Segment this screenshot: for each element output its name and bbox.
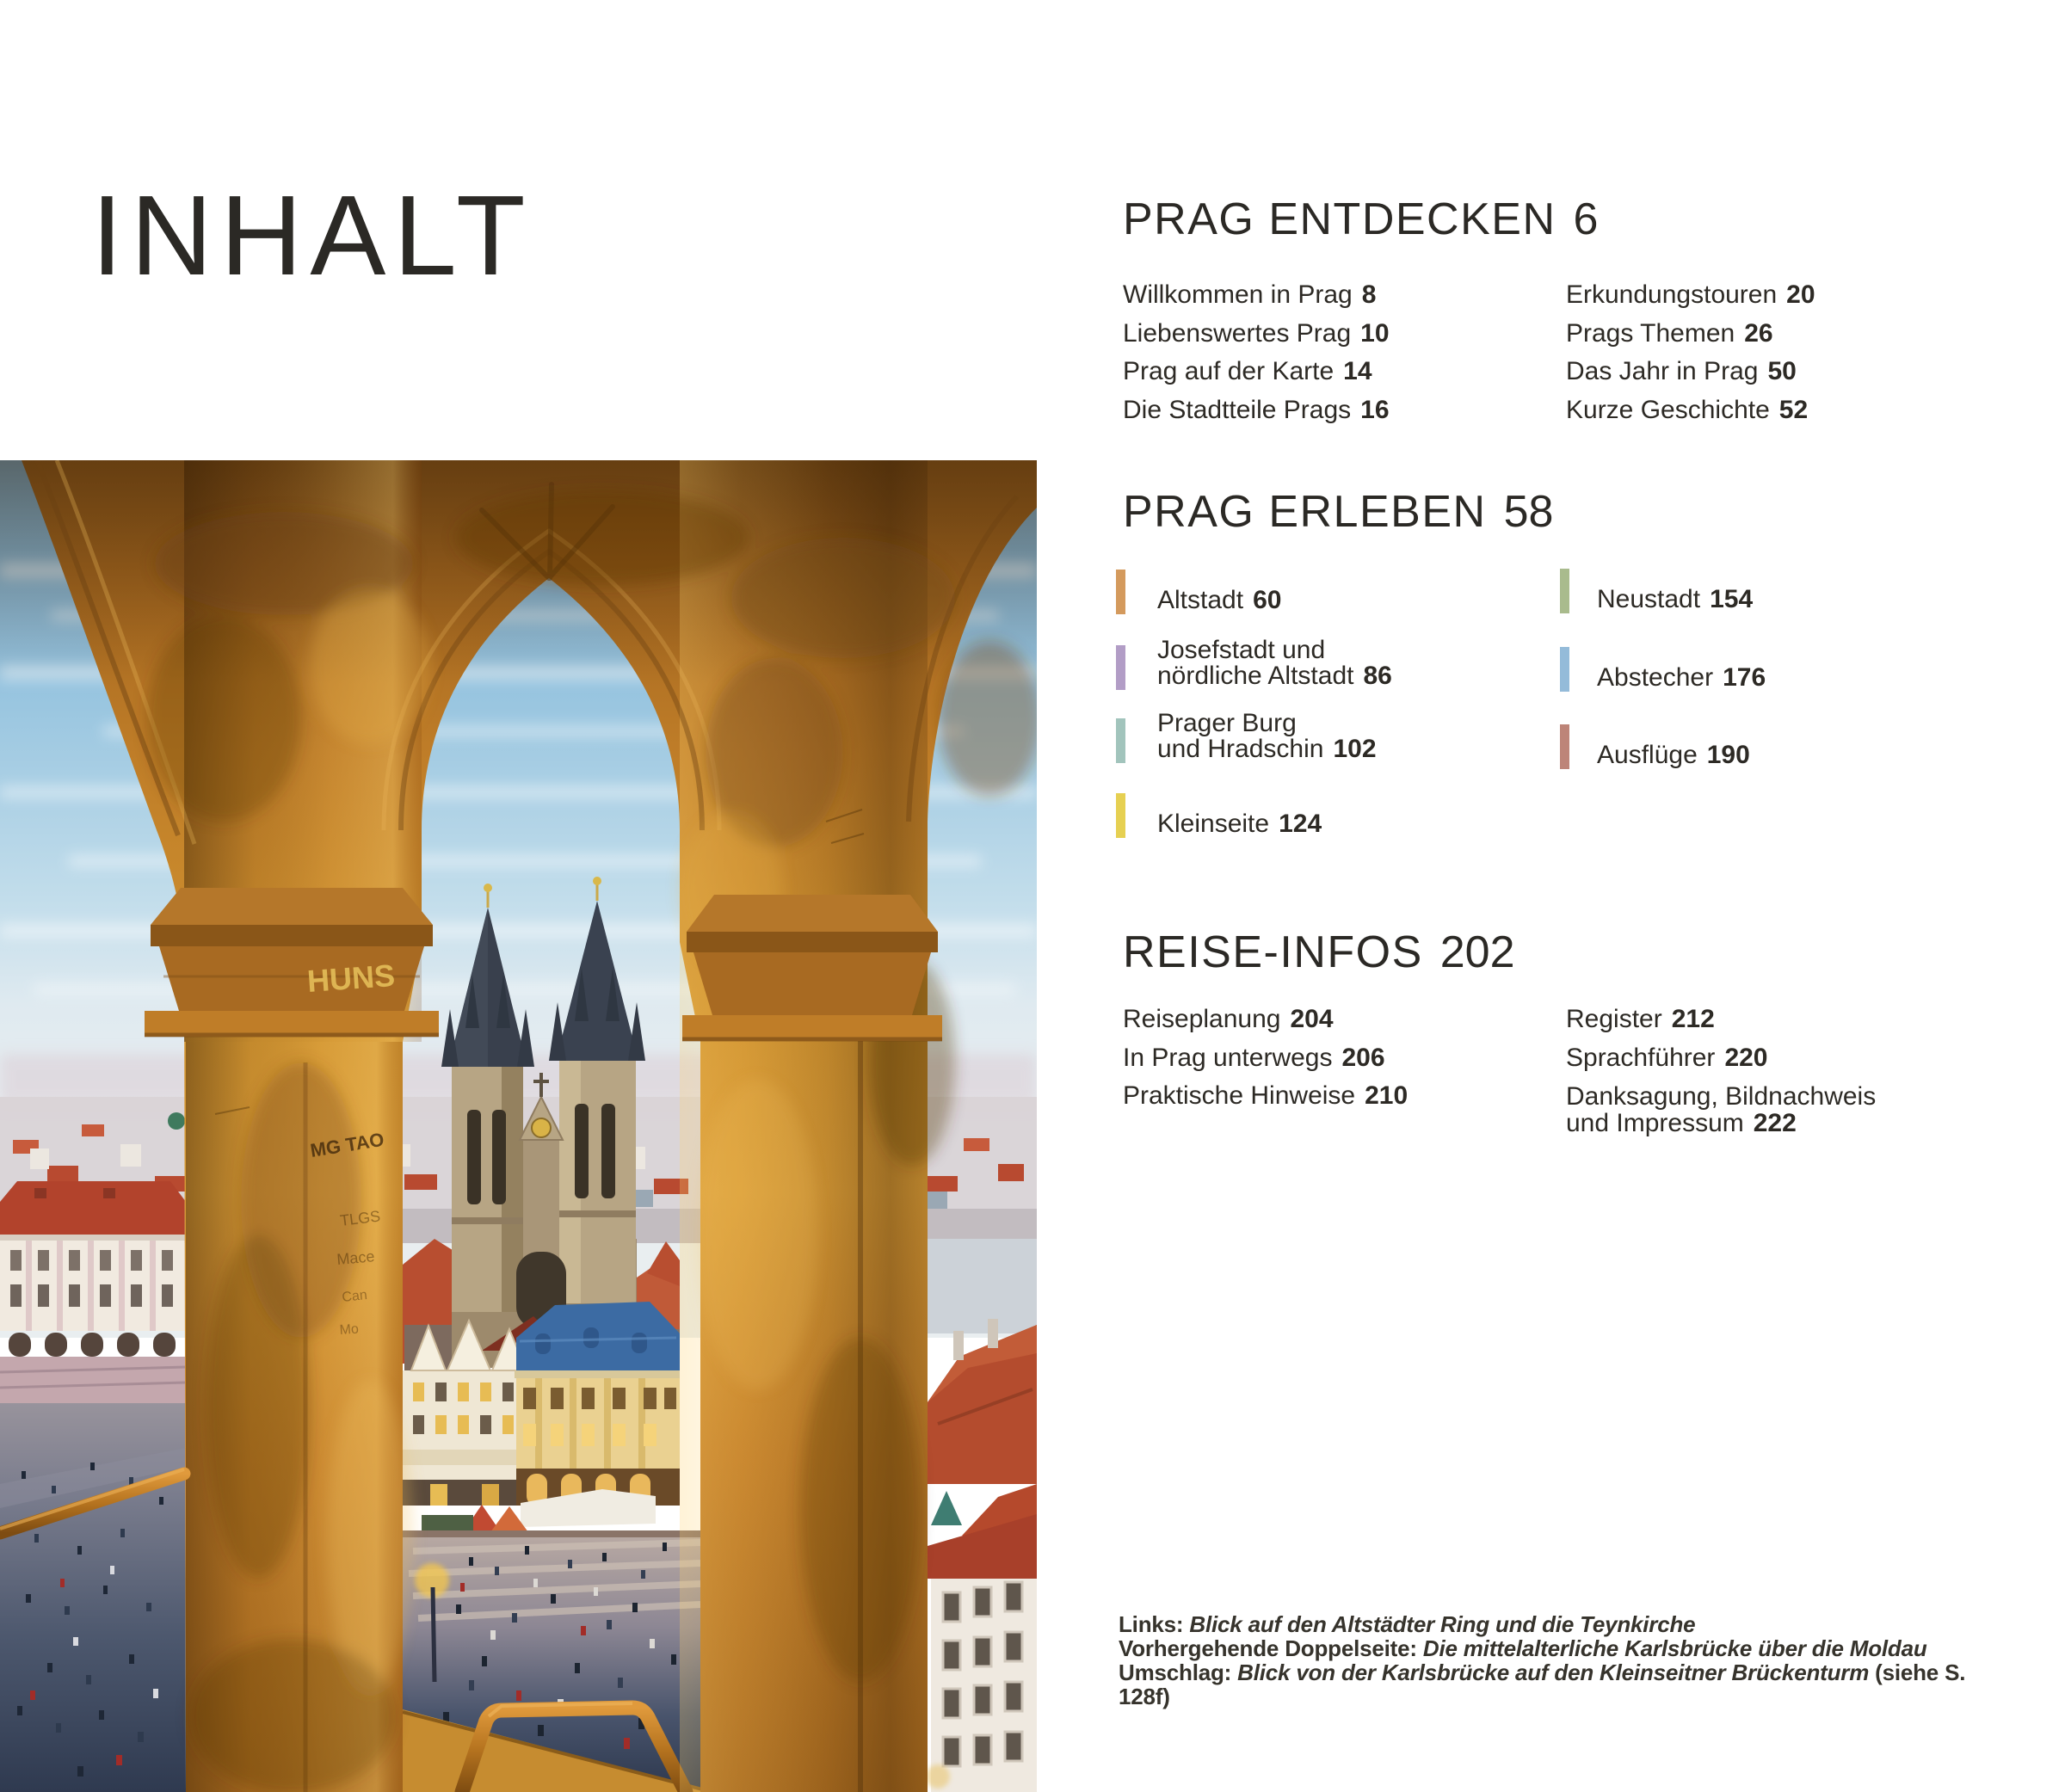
toc-item-label: Altstadt bbox=[1157, 586, 1244, 614]
toc-item bbox=[1123, 1077, 1553, 1116]
toc-item-label: Abstecher bbox=[1597, 663, 1714, 692]
right-pillar-capital bbox=[682, 895, 942, 1041]
color-bar-ausfluege bbox=[1560, 724, 1569, 769]
toc-item-page: 52 bbox=[1778, 395, 1809, 424]
toc-item-page: 14 bbox=[1343, 357, 1372, 386]
toc-item-page: 212 bbox=[1671, 1005, 1715, 1034]
caption-label: Vorhergehende Doppelseite: bbox=[1119, 1635, 1417, 1661]
toc-item bbox=[1123, 1001, 1553, 1039]
toc-item-label: Prags Themen bbox=[1566, 318, 1735, 348]
section-page-number: 6 bbox=[1573, 194, 1599, 244]
photo-credits bbox=[1119, 1612, 2022, 1709]
entdecken-column-2 bbox=[1566, 276, 1996, 429]
caption-label: Umschlag: bbox=[1119, 1660, 1232, 1685]
toc-item bbox=[1566, 391, 1996, 430]
toc-item-label: Kurze Geschichte bbox=[1566, 395, 1770, 424]
toc-item bbox=[1566, 1077, 1996, 1136]
old-town-square-left bbox=[0, 1357, 186, 1792]
toc-item-page: 8 bbox=[1361, 280, 1377, 310]
reise-infos-column-1 bbox=[1123, 1001, 1553, 1116]
caption-line bbox=[1119, 1660, 2022, 1709]
entdecken-column-1 bbox=[1123, 276, 1553, 429]
caption-title: Blick auf den Altstädter Ring und die Teynkirche bbox=[1189, 1611, 1696, 1637]
toc-item-label: Danksagung, Bildnachweis bbox=[1566, 1082, 1877, 1111]
reise-infos-column-2 bbox=[1566, 1001, 1996, 1136]
section-title-prag-erleben bbox=[1123, 487, 1554, 537]
toc-item-page: 204 bbox=[1290, 1005, 1334, 1034]
toc-item-page: 124 bbox=[1279, 810, 1322, 838]
graffiti-scratch: TLGS bbox=[339, 1207, 382, 1229]
caption-suffix: (siehe S. 128f) bbox=[1119, 1660, 1966, 1709]
toc-item-page: 20 bbox=[1786, 280, 1815, 310]
toc-item bbox=[1566, 315, 1996, 354]
toc-item-page: 190 bbox=[1706, 741, 1750, 769]
color-bar-altstadt bbox=[1116, 570, 1125, 614]
kinsky-palace bbox=[0, 1181, 186, 1357]
caption-title: Die mittelalterliche Karlsbrücke über die Moldau bbox=[1422, 1635, 1927, 1661]
toc-item-label: und Hradschin bbox=[1157, 735, 1324, 763]
toc-item bbox=[1566, 1039, 1996, 1078]
toc-item-label: Liebenswertes Prag bbox=[1123, 318, 1352, 348]
section-title-text: PRAG ENTDECKEN bbox=[1123, 194, 1556, 244]
toc-item-page: 60 bbox=[1253, 586, 1282, 614]
toc-item-label: Prag auf der Karte bbox=[1123, 357, 1335, 386]
section-title-reise-infos bbox=[1123, 927, 1515, 977]
toc-item-label: Erkundungstouren bbox=[1566, 280, 1778, 310]
color-bar-josefstadt bbox=[1116, 645, 1125, 690]
toc-item-page: 102 bbox=[1333, 735, 1377, 763]
toc-item bbox=[1123, 276, 1553, 315]
color-bar-neustadt bbox=[1560, 569, 1569, 613]
left-pillar-capital bbox=[145, 888, 439, 1037]
toc-item bbox=[1123, 353, 1553, 391]
toc-item bbox=[1123, 315, 1553, 354]
toc-item-ausfluege bbox=[1560, 724, 1750, 769]
white-house-right bbox=[926, 1514, 1037, 1792]
toc-item-label: Das Jahr in Prag bbox=[1566, 357, 1759, 386]
toc-item bbox=[1566, 276, 1996, 315]
toc-item bbox=[1123, 1039, 1553, 1078]
prague-arch-photo bbox=[0, 460, 1037, 1792]
caption-line bbox=[1119, 1612, 2022, 1636]
toc-item-page: 86 bbox=[1363, 662, 1392, 690]
toc-item-prager-burg bbox=[1116, 709, 1377, 763]
toc-item-page: 220 bbox=[1724, 1043, 1768, 1072]
section-title-prag-entdecken bbox=[1123, 194, 1599, 244]
graffiti-huns: HUNS bbox=[305, 957, 397, 999]
toc-item bbox=[1566, 1001, 1996, 1039]
caption-label: Links: bbox=[1119, 1611, 1184, 1637]
section-page-number: 202 bbox=[1439, 927, 1515, 977]
toc-item-kleinseite bbox=[1116, 793, 1322, 838]
toc-item-label: Ausflüge bbox=[1597, 741, 1698, 769]
toc-item-label: Reiseplanung bbox=[1123, 1005, 1281, 1034]
toc-item-page: 154 bbox=[1710, 585, 1754, 613]
toc-item-page: 16 bbox=[1360, 395, 1390, 424]
toc-item-label: und Impressum bbox=[1566, 1109, 1744, 1137]
color-bar-prager-burg bbox=[1116, 718, 1125, 763]
toc-item bbox=[1566, 353, 1996, 391]
rooftops-right bbox=[928, 1319, 1037, 1544]
toc-item-page: 176 bbox=[1723, 663, 1766, 692]
toc-item-label: nördliche Altstadt bbox=[1157, 662, 1354, 690]
section-title-text: REISE-INFOS bbox=[1123, 927, 1423, 977]
toc-item-label: Kleinseite bbox=[1157, 810, 1270, 838]
toc-item-label: Prager Burg bbox=[1157, 709, 1297, 737]
toc-item-altstadt bbox=[1116, 570, 1281, 614]
section-title-text: PRAG ERLEBEN bbox=[1123, 487, 1487, 537]
color-bar-abstecher bbox=[1560, 647, 1569, 692]
toc-item-page: 210 bbox=[1365, 1081, 1409, 1111]
toc-item-label: Josefstadt und bbox=[1157, 636, 1326, 664]
page-title: INHALT bbox=[91, 172, 533, 299]
graffiti-scratch: Mo bbox=[339, 1321, 360, 1338]
toc-item-page: 206 bbox=[1341, 1043, 1385, 1072]
prague-arch-photo-svg bbox=[0, 460, 1037, 1792]
graffiti-scratch: Mace bbox=[336, 1247, 376, 1268]
caption-line bbox=[1119, 1636, 2022, 1660]
toc-item-label: Willkommen in Prag bbox=[1123, 280, 1353, 310]
toc-item-abstecher bbox=[1560, 647, 1766, 692]
toc-item-label: Sprachführer bbox=[1566, 1043, 1716, 1072]
toc-item-label: Neustadt bbox=[1597, 585, 1701, 613]
graffiti-mgtao: MG TAO bbox=[308, 1128, 386, 1161]
graffiti-scratch: Can bbox=[341, 1288, 368, 1305]
caption-title: Blick von der Karlsbrücke auf den Kleinseitner Brückenturm bbox=[1237, 1660, 1870, 1685]
toc-item-page: 50 bbox=[1767, 357, 1797, 386]
toc-item-josefstadt bbox=[1116, 636, 1392, 690]
toc-item-label: In Prag unterwegs bbox=[1123, 1043, 1333, 1072]
toc-item-label: Praktische Hinweise bbox=[1123, 1081, 1356, 1111]
toc-item-page: 26 bbox=[1744, 318, 1773, 348]
toc-item-label: Register bbox=[1566, 1005, 1662, 1034]
toc-item-label: Die Stadtteile Prags bbox=[1123, 395, 1352, 424]
section-page-number: 58 bbox=[1503, 487, 1554, 537]
color-bar-kleinseite bbox=[1116, 793, 1125, 838]
toc-item-neustadt bbox=[1560, 569, 1753, 613]
toc-item bbox=[1123, 391, 1553, 430]
toc-item-page: 10 bbox=[1360, 318, 1390, 348]
toc-item-page: 222 bbox=[1753, 1109, 1797, 1137]
